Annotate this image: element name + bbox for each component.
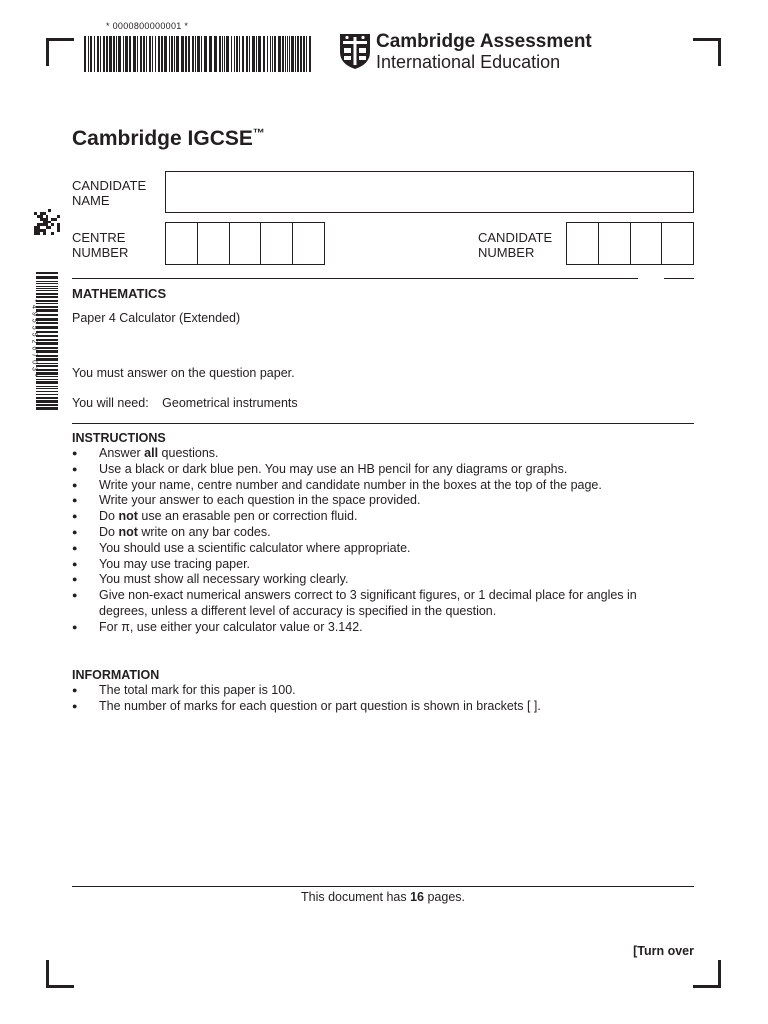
barcode-bar: [129, 36, 131, 72]
list-item: [72, 462, 672, 478]
barcode-bar: [285, 36, 286, 72]
crop-mark-top-left: [46, 38, 49, 66]
barcode-bar: [246, 36, 248, 72]
crop-mark-bottom-left-h: [46, 985, 74, 988]
barcode-bar: [113, 36, 115, 72]
barcode-bar: [36, 397, 58, 399]
barcode-bar: [36, 369, 58, 371]
list-item-text: Do: [99, 509, 119, 524]
centre-number-cell[interactable]: [261, 223, 293, 264]
list-item-text: Write your name, centre number and candidate number in the boxes at the top of the page.: [99, 477, 602, 492]
barcode-bar: [185, 36, 187, 72]
barcode-bar: [36, 404, 58, 406]
barcode-bar: [295, 36, 296, 72]
list-item-text-end: write on any bar codes.: [137, 524, 271, 539]
barcode-bar: [149, 36, 151, 72]
barcode-bar: [197, 36, 200, 72]
list-item-text: You should use a scientific calculator where appropriate.: [99, 540, 411, 555]
barcode-bar: [174, 36, 175, 72]
barcode-bar: [36, 314, 58, 316]
paper-title: Paper 4 Calculator (Extended): [72, 311, 241, 325]
barcode-bar: [289, 36, 290, 72]
subject-heading: MATHEMATICS: [72, 286, 167, 301]
list-item-text: Give non-exact numerical answers correct to 3 significant figures, or 1 decimal place for angles in degrees, unless a different level of accuracy is specified in the question.: [99, 588, 637, 618]
barcode-bar: [36, 407, 58, 410]
information-list: [72, 683, 672, 715]
centre-number-cell[interactable]: [166, 223, 198, 264]
barcode-bar: [36, 300, 58, 302]
page-count-post: pages.: [423, 890, 465, 904]
barcode-bar: [242, 36, 244, 72]
top-barcode: [84, 36, 314, 72]
list-item: [72, 478, 672, 494]
barcode-bar: [36, 293, 58, 295]
cambridge-crest-icon: [338, 32, 372, 70]
candidate-number-boxes[interactable]: [566, 222, 694, 265]
barcode-bar: [140, 36, 142, 72]
barcode-bar: [109, 36, 112, 72]
side-barcode: [24, 272, 64, 412]
barcode-bar: [188, 36, 190, 72]
barcode-bar: [36, 365, 58, 367]
barcode-bar: [263, 36, 265, 72]
logo-line-1: Cambridge Assessment: [376, 31, 592, 52]
barcode-bar: [36, 309, 58, 312]
information-heading: INFORMATION: [72, 668, 160, 682]
barcode-bar: [36, 386, 58, 387]
list-item-text: You must show all necessary working clearly.: [99, 572, 349, 587]
list-item-text: The number of marks for each question or part question is shown in brackets [ ].: [99, 698, 541, 713]
barcode-bar: [267, 36, 268, 72]
barcode-bar: [303, 36, 305, 72]
barcode-bar: [36, 296, 58, 298]
barcode-bar: [36, 322, 58, 324]
barcode-bar: [94, 36, 95, 72]
list-item-text: The total mark for this paper is 100.: [99, 683, 296, 697]
crop-mark-top-left-h: [46, 38, 74, 41]
barcode-bar: [36, 290, 58, 291]
barcode-bar: [36, 363, 58, 364]
barcode-bar: [137, 36, 138, 72]
list-item: [72, 525, 672, 541]
logo-line-2: International Education: [376, 52, 561, 72]
list-item-emphasis: not: [118, 524, 138, 539]
barcode-bar: [155, 36, 156, 72]
list-item-text: Answer: [99, 446, 145, 460]
barcode-bar: [36, 335, 58, 337]
barcode-bar: [176, 36, 179, 72]
barcode-bar: [272, 36, 273, 72]
list-item-text: Do: [99, 524, 119, 539]
list-item-emphasis: all: [144, 446, 159, 460]
barcode-bar: [133, 36, 136, 72]
barcode-bar: [123, 36, 124, 72]
barcode-bar: [181, 36, 184, 72]
list-item: [72, 620, 672, 636]
list-item: [72, 588, 672, 620]
barcode-bar: [100, 36, 101, 72]
candidate-name-box[interactable]: [165, 171, 694, 213]
barcode-bar: [106, 36, 108, 72]
barcode-bar: [36, 400, 58, 403]
barcode-bar: [204, 36, 207, 72]
barcode-bar: [36, 381, 58, 384]
barcode-bar: [36, 347, 58, 349]
instructions-heading: INSTRUCTIONS: [72, 431, 166, 445]
list-item: [72, 699, 672, 715]
divider-bottom: [72, 886, 694, 887]
barcode-bar: [219, 36, 221, 72]
barcode-bar: [36, 281, 58, 282]
need-value: Geometrical instruments: [162, 396, 298, 410]
barcode-bar: [169, 36, 170, 72]
instructions-list: [72, 446, 672, 636]
barcode-bar: [36, 283, 58, 284]
barcode-bar: [36, 350, 58, 353]
barcode-bar: [209, 36, 212, 72]
barcode-bar: [222, 36, 223, 72]
barcode-bar: [274, 36, 276, 72]
candidate-number-cell[interactable]: [567, 223, 599, 264]
qr-cell: [57, 232, 60, 235]
barcode-bar: [309, 36, 311, 72]
barcode-bar: [90, 36, 92, 72]
barcode-bar: [201, 36, 202, 72]
crop-mark-bottom-right: [718, 960, 721, 988]
barcode-bar: [118, 36, 121, 72]
barcode-bar: [195, 36, 196, 72]
barcode-bar: [224, 36, 225, 72]
barcode-bar: [282, 36, 284, 72]
centre-number-label: CENTRE NUMBER: [72, 230, 129, 260]
barcode-bar: [143, 36, 145, 72]
barcode-bar: [291, 36, 294, 72]
barcode-bar: [36, 306, 58, 308]
barcode-bar: [297, 36, 299, 72]
crop-mark-top-right-h: [693, 38, 721, 41]
barcode-bar: [158, 36, 160, 72]
barcode-bar: [36, 376, 58, 377]
crop-mark-top-right: [718, 38, 721, 66]
divider-top: [72, 278, 638, 279]
barcode-bar: [36, 379, 58, 380]
barcode-bar: [234, 36, 235, 72]
barcode-bar: [192, 36, 194, 72]
barcode-bar: [88, 36, 89, 72]
centre-number-cell[interactable]: [230, 223, 262, 264]
barcode-bar: [231, 36, 232, 72]
barcode-bar: [152, 36, 153, 72]
list-item: [72, 683, 672, 699]
barcode-bar: [146, 36, 147, 72]
barcode-bar: [36, 318, 58, 321]
centre-number-cell[interactable]: [293, 223, 324, 264]
barcode-bar: [125, 36, 128, 72]
list-item: [72, 557, 672, 573]
barcode-bar: [236, 36, 238, 72]
barcode-bar: [239, 36, 240, 72]
barcode-text: * 0000800000001 *: [106, 21, 189, 31]
list-item: [72, 541, 672, 557]
barcode-bar: [36, 288, 58, 289]
list-item-text: Write your answer to each question in the space provided.: [99, 493, 421, 508]
centre-number-boxes[interactable]: [165, 222, 325, 265]
need-line: [72, 396, 298, 410]
page-count-note: [72, 890, 694, 904]
barcode-bar: [84, 36, 86, 72]
page-title: [72, 126, 265, 151]
list-item-text: Use a black or dark blue pen. You may use an HB pencil for any diagrams or graphs.: [99, 461, 568, 476]
candidate-number-cell[interactable]: [631, 223, 663, 264]
candidate-number-cell[interactable]: [662, 223, 693, 264]
page-count: 16: [410, 890, 424, 904]
barcode-bar: [278, 36, 281, 72]
need-label: You will need:: [72, 396, 149, 410]
centre-number-cell[interactable]: [198, 223, 230, 264]
qr-code: [34, 209, 60, 235]
crop-mark-bottom-left: [46, 960, 49, 988]
barcode-bar: [36, 342, 58, 345]
divider-middle: [72, 423, 694, 424]
crop-mark-bottom-right-h: [693, 985, 721, 988]
barcode-bar: [36, 276, 58, 279]
barcode-bar: [36, 339, 58, 341]
information-section: [72, 668, 672, 715]
barcode-bar: [36, 272, 58, 274]
candidate-number-label: CANDIDATE NUMBER: [478, 230, 553, 260]
barcode-bar: [36, 303, 58, 304]
barcode-bar: [36, 388, 58, 389]
divider-top-short: [664, 278, 694, 279]
barcode-bar: [300, 36, 302, 72]
barcode-bar: [97, 36, 99, 72]
barcode-bar: [36, 355, 58, 357]
list-item: [72, 509, 672, 525]
barcode-bar: [36, 372, 58, 375]
turn-over-note: [Turn over: [633, 944, 694, 958]
list-item-emphasis: not: [118, 509, 138, 524]
barcode-bar: [36, 394, 58, 395]
barcode-bar: [161, 36, 163, 72]
barcode-bar: [36, 286, 58, 287]
barcode-bar: [270, 36, 271, 72]
barcode-bar: [36, 331, 58, 333]
list-item-text: For π, use either your calculator value or 3.142.: [99, 619, 363, 634]
barcode-bar: [103, 36, 105, 72]
barcode-bar: [36, 326, 58, 329]
barcode-bar: [226, 36, 229, 72]
candidate-name-label: CANDIDATE NAME: [72, 178, 147, 208]
list-item: [72, 493, 672, 509]
trademark-mark: ™: [252, 126, 265, 140]
list-item-text: You may use tracing paper.: [99, 556, 251, 571]
barcode-bar: [214, 36, 217, 72]
barcode-bar: [171, 36, 173, 72]
barcode-bar: [258, 36, 261, 72]
barcode-bar: [116, 36, 117, 72]
side-barcode-bars: [36, 272, 58, 412]
barcode-bar: [164, 36, 167, 72]
list-item-text-end: questions.: [158, 446, 219, 460]
side-barcode-text: *4955526703*: [30, 299, 38, 380]
barcode-bar: [287, 36, 288, 72]
barcode-bar: [252, 36, 255, 72]
barcode-bar: [249, 36, 250, 72]
list-item: [72, 446, 672, 462]
instructions-section: [72, 431, 672, 636]
list-item: [72, 572, 672, 588]
page-count-pre: This document has: [300, 890, 411, 904]
barcode-bar: [256, 36, 257, 72]
barcode-bar: [306, 36, 307, 72]
answer-note: You must answer on the question paper.: [72, 366, 295, 380]
list-item-text-end: use an erasable pen or correction fluid.: [137, 509, 358, 524]
title-text: Cambridge IGCSE: [72, 127, 253, 150]
candidate-number-cell[interactable]: [599, 223, 631, 264]
barcode-bar: [36, 358, 58, 361]
barcode-bar: [36, 391, 58, 392]
